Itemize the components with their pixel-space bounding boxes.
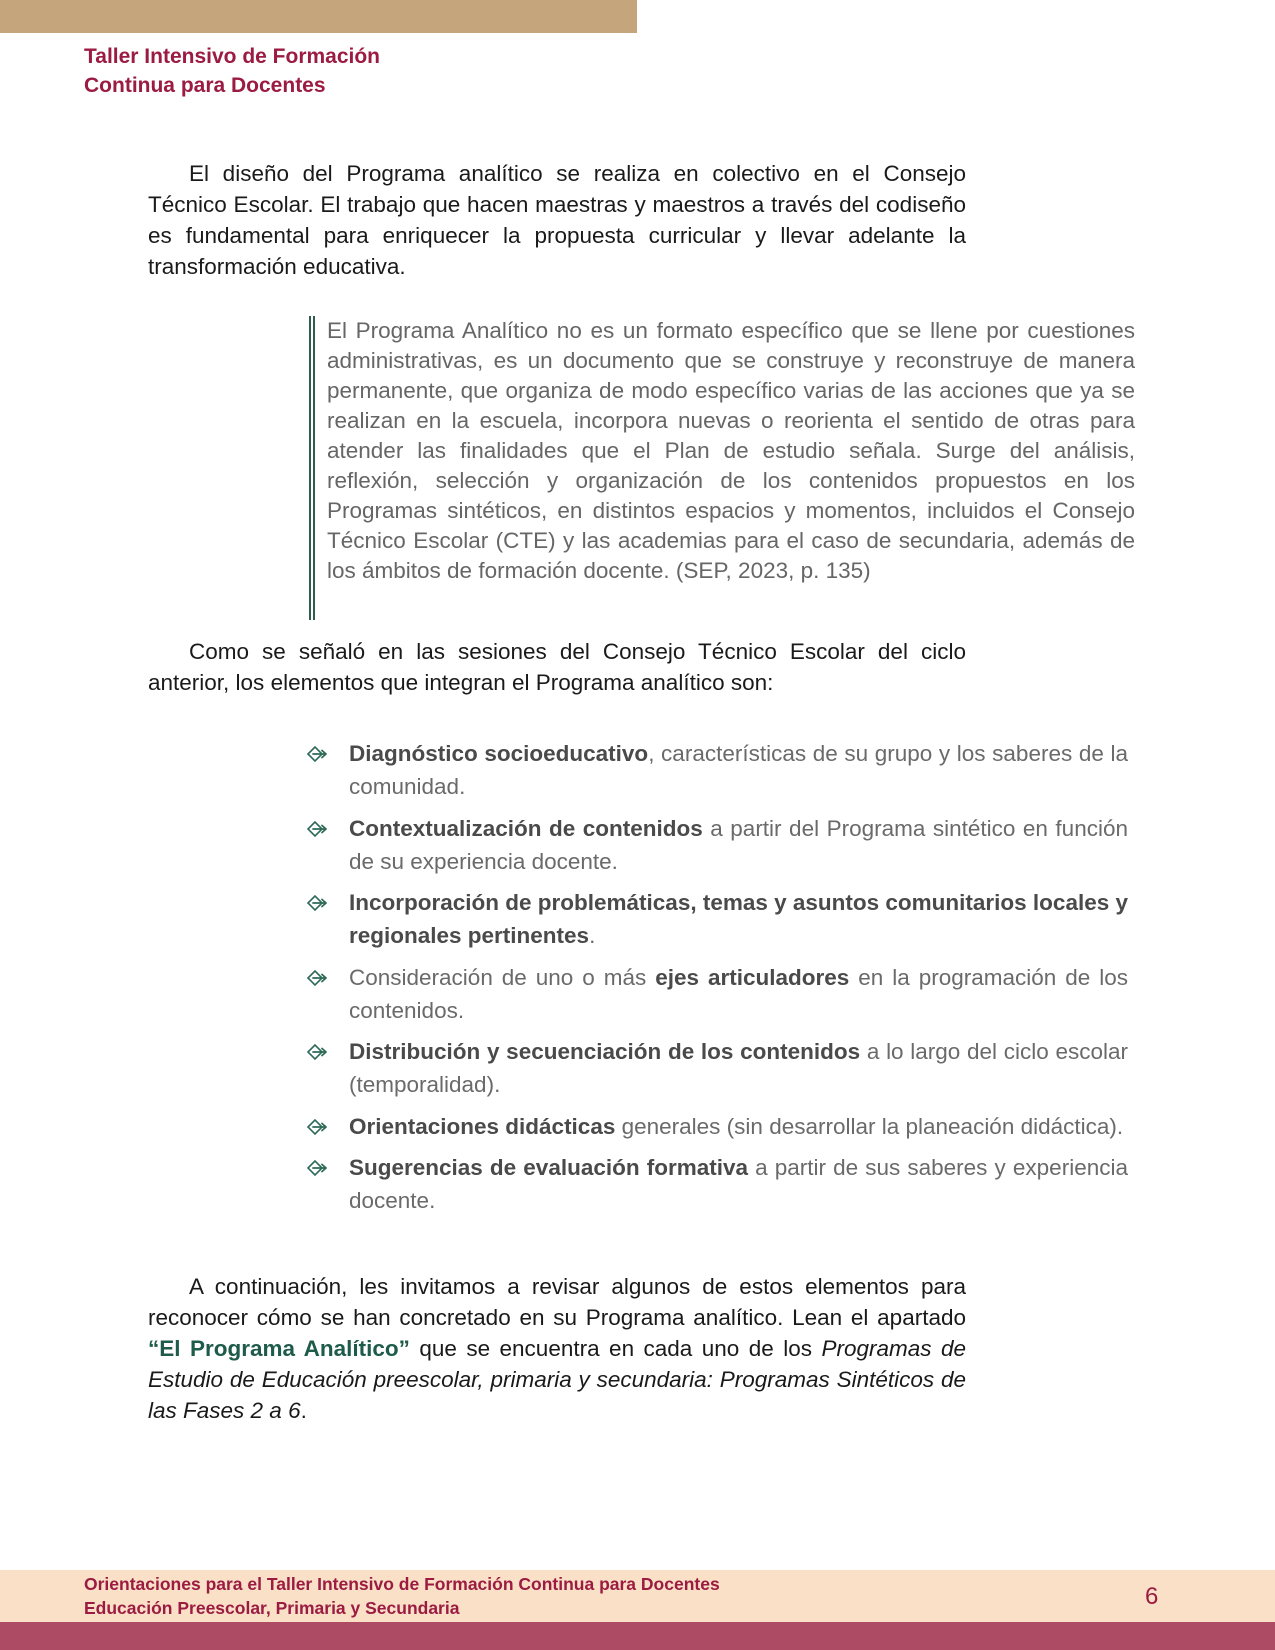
list-item-bold: ejes articuladores: [655, 964, 850, 990]
diamond-arrow-icon: [307, 970, 329, 986]
list-item-text-post: , características de su grupo y los saberes de la comunidad.: [349, 741, 1128, 799]
list-item-bold: Incorporación de problemáticas, temas y asuntos comunitarios locales y regionales pertinentes: [349, 890, 1128, 948]
intro-paragraph: El diseño del Programa analítico se realiza en colectivo en el Consejo Técnico Escolar. El trabajo que hacen maestras y maestros a través del codiseño es fundamental para enriquecer la propuesta curricular y llevar adelante la transformación educativa.: [148, 161, 966, 279]
list-item-text-post: a partir de sus saberes y experiencia docente.: [349, 1155, 1128, 1213]
page-number: 6: [1145, 1583, 1159, 1610]
closing-text-1: A continuación, les invitamos a revisar algunos de estos elementos para reconocer cómo se han concretado en su Programa analítico. Lean el apartado: [148, 1274, 966, 1330]
diamond-arrow-icon: [307, 1044, 329, 1060]
header-title: [84, 42, 380, 100]
closing-highlight: “El Programa Analítico”: [148, 1336, 410, 1361]
diamond-arrow-icon: [307, 821, 329, 837]
footer-line1: Orientaciones para el Taller Intensivo de Formación Continua para Docentes: [84, 1574, 720, 1594]
list-item: [306, 886, 1128, 952]
elements-list: [306, 737, 1128, 1226]
list-item: [306, 737, 1128, 803]
list-item-text-post: generales (sin desarrollar la planeación didáctica).: [615, 1113, 1124, 1139]
header-title-line2: Continua para Docentes: [84, 74, 326, 97]
closing-paragraph: [148, 1271, 966, 1426]
list-item-text-post: .: [589, 923, 596, 948]
list-item: [306, 812, 1128, 878]
footer-bottom-bar: [0, 1622, 1275, 1650]
list-item: [306, 1110, 1128, 1143]
list-item: [306, 1151, 1128, 1217]
header-title-line1: Taller Intensivo de Formación: [84, 45, 381, 68]
diamond-arrow-icon: [307, 895, 329, 911]
closing-italic-title: Programas de Estudio de Educación preescolar, primaria y secundaria: Programas Sintéticos de las Fases 2 a 6: [148, 1336, 966, 1423]
footer-line2: Educación Preescolar, Primaria y Secundaria: [84, 1598, 460, 1618]
header-accent-bar: [0, 0, 637, 33]
block-quote: [309, 316, 1135, 620]
list-item: [306, 1035, 1128, 1101]
list-item-text-post: en la programación de los contenidos.: [349, 964, 1128, 1023]
list-item: [306, 961, 1128, 1027]
closing-end: .: [300, 1398, 307, 1423]
diamond-arrow-icon: [307, 1119, 329, 1135]
diamond-arrow-icon: [307, 746, 329, 762]
footer-text: [84, 1572, 720, 1620]
list-item-text-post: a partir del Programa sintético en función de su experiencia docente.: [349, 815, 1128, 874]
list-item-bold: Distribución y secuenciación de los contenidos: [349, 1039, 861, 1064]
list-item-bold: Diagnóstico socioeducativo: [349, 741, 649, 766]
list-item-bold: Sugerencias de evaluación formativa: [349, 1155, 748, 1180]
block-quote-text: El Programa Analítico no es un formato específico que se llene por cuestiones administrativas, es un documento que se construye y reconstruye de manera permanente, que organiza de modo específico varias de las acciones que ya se realizan en la escuela, incorpora nuevas o reorienta el sentido de otras para atender las finalidades que el Plan de estudio señala. Surge del análisis, reflexión, selección y organización de los contenidos propuestos en los Programas sintéticos, en distintos espacios y momentos, incluidos el Consejo Técnico Escolar (CTE) y las academias para el caso de secundaria, además de los ámbitos de formación docente. (SEP, 2023, p. 135): [327, 318, 1135, 583]
lead-in-paragraph: Como se señaló en las sesiones del Consejo Técnico Escolar del ciclo anterior, los elementos que integran el Programa analítico son:: [148, 639, 966, 695]
diamond-arrow-icon: [307, 1160, 329, 1176]
list-item-text-post: a lo largo del ciclo escolar (temporalidad).: [349, 1039, 1128, 1097]
list-item-bold: Orientaciones didácticas: [349, 1113, 616, 1139]
closing-text-2: que se encuentra en cada uno de los: [409, 1336, 822, 1361]
list-item-text-pre: Consideración de uno o más: [349, 964, 656, 990]
list-item-bold: Contextualización de contenidos: [349, 815, 703, 841]
